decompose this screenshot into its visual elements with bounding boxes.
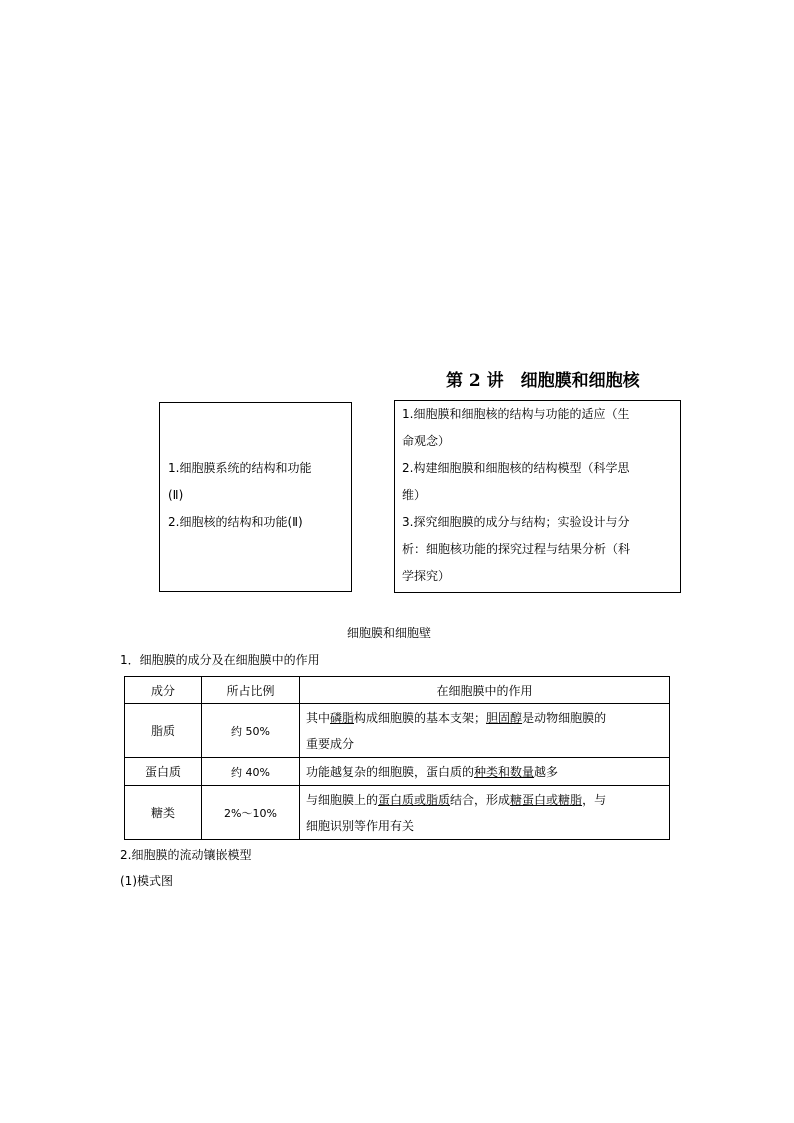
cell-component: 蛋白质 — [125, 758, 202, 786]
table-row — [125, 758, 670, 786]
core-literacy-box — [394, 400, 681, 593]
cell-ratio: 2%～10% — [202, 786, 300, 840]
requirement-line: 2.细胞核的结构和功能(Ⅱ) — [168, 515, 303, 529]
requirement-line: 1.细胞膜系统的结构和功能 — [168, 461, 312, 475]
cell-ratio: 约 40% — [202, 758, 300, 786]
literacy-line: 2.构建细胞膜和细胞核的结构模型（科学思 — [402, 461, 630, 475]
role-text: 越多 — [534, 764, 559, 779]
section-title: 细胞膜和细胞壁 — [347, 626, 432, 640]
role-text: 是动物细胞膜的 — [522, 710, 607, 725]
header-component: 成分 — [125, 677, 202, 704]
cell-role — [300, 704, 670, 758]
composition-table — [124, 676, 670, 840]
literacy-line: 学探究） — [402, 569, 451, 583]
heading-model-diagram: (1)模式图 — [120, 874, 173, 888]
table-header-row — [125, 677, 670, 704]
cell-role — [300, 758, 670, 786]
cell-role — [300, 786, 670, 840]
exam-requirements-box — [159, 402, 352, 592]
role-underlined: 种类和数量 — [474, 764, 535, 779]
role-text: 其中 — [306, 710, 331, 725]
cell-component: 脂质 — [125, 704, 202, 758]
role-text: 结合，形成 — [450, 792, 511, 807]
role-underlined: 胆固醇 — [486, 710, 523, 725]
role-underlined: 糖蛋白或糖脂 — [510, 792, 583, 807]
literacy-line: 析：细胞核功能的探究过程与结果分析（科 — [402, 542, 631, 556]
header-role: 在细胞膜中的作用 — [300, 677, 670, 704]
literacy-line: 命观念） — [402, 434, 451, 448]
header-ratio: 所占比例 — [202, 677, 300, 704]
lecture-title: 第 2 讲 细胞膜和细胞核 — [446, 371, 640, 391]
heading-fluid-mosaic-model: 2.细胞膜的流动镶嵌模型 — [120, 848, 252, 862]
role-text: 与细胞膜上的 — [306, 792, 379, 807]
cell-ratio: 约 50% — [202, 704, 300, 758]
table-row — [125, 786, 670, 840]
requirement-line: (Ⅱ) — [168, 488, 184, 502]
table-row — [125, 704, 670, 758]
literacy-line: 3.探究细胞膜的成分与结构；实验设计与分 — [402, 515, 630, 529]
role-text: 重要成分 — [306, 736, 355, 751]
role-text: 细胞识别等作用有关 — [306, 818, 415, 833]
role-underlined: 蛋白质或脂质 — [378, 792, 451, 807]
heading-membrane-composition: 1．细胞膜的成分及在细胞膜中的作用 — [120, 653, 320, 667]
literacy-line: 1.细胞膜和细胞核的结构与功能的适应（生 — [402, 407, 630, 421]
role-underlined: 磷脂 — [330, 710, 355, 725]
role-text: ，与 — [582, 792, 607, 807]
literacy-line: 维） — [402, 488, 427, 502]
role-text: 构成细胞膜的基本支架； — [354, 710, 487, 725]
cell-component: 糖类 — [125, 786, 202, 840]
role-text: 功能越复杂的细胞膜，蛋白质的 — [306, 764, 475, 779]
